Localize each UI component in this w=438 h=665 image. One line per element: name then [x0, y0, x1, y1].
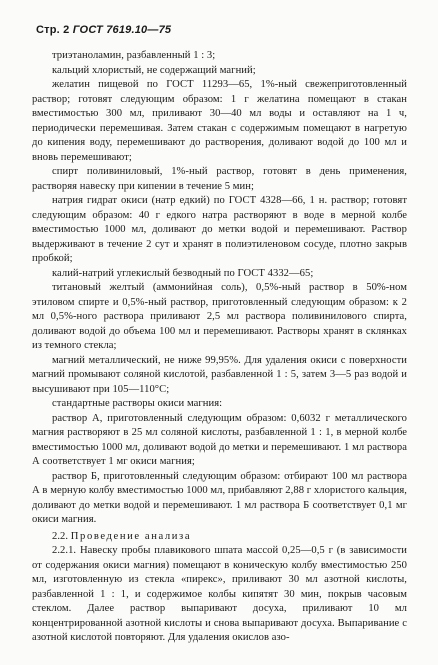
paragraph: магний металлический, не ниже 99,95%. Для удаления окиси с поверхности магний промывают соляной кислотой, разбавленной 1 : 5, затем 3—5 раз водой и высушивают при 105—110°С;	[32, 354, 407, 395]
paragraph: стандартные растворы окиси магния:	[52, 398, 223, 409]
page-header	[36, 24, 171, 36]
paragraph: желатин пищевой по ГОСТ 11293—65, 1%-ный свежеприготовленный раствор; готовят следующим образом: 1 г желатина помещают в стакан вместимостью 300 мл, приливают 30—40 мл воды и оставляют на 1 ч, периодически перемешивая. Затем стакан с содержимым помещают в нагретую до кипения воду, перемешивают до растворения, доливают водой до 100 мл и вновь перемешивают;	[32, 79, 407, 163]
page-number: Стр. 2	[36, 24, 70, 36]
paragraph: раствор А, приготовленный следующим образом: 0,6032 г металлического магния растворяют в 25 мл соляной кислоты, разбавленной 1 : 1, в мерной колбе вместимостью 1000 мл, доливают водой до метки и перемешивают. 1 мл раствора А соответствует 1 мг окиси магния;	[32, 412, 407, 467]
paragraph: раствор Б, приготовленный следующим образом: отбирают 100 мл раствора А в мерную колбу вместимостью 1000 мл, прибавляют 2,88 г хлористого кальция, доливают до метки водой и перемешивают. 1 мл раствора Б соответствует 0,1 мг окиси магния.	[32, 470, 407, 525]
section-title: Проведение анализа	[70, 530, 192, 542]
paragraph: 2.2.1. Навеску пробы плавикового шпата массой 0,25—0,5 г (в зависимости от содержания окиси магния) помещают в коническую колбу вместимостью 250 мл, изготовленную из стекла «пирекс», приливают 30 мл азотной кислоты, разбавленной 1 : 1, и содержимое колбы кипятят 30 мин, покрыв часовым стеклом. Далее раствор выпаривают досуха, приливают 10 мл концентрированной азотной кислоты и снова выпаривают досуха. Выпаривание с азотной кислотой повторяют. Для удаления окислов азо-	[32, 545, 407, 643]
gost-designation: ГОСТ 7619.10—75	[72, 24, 172, 36]
paragraph: кальций хлористый, не содержащий магний;	[52, 64, 256, 76]
paragraph: спирт поливиниловый, 1%-ный раствор, готовят в день применения, растворяя навеску при кипении в течение 5 мин;	[32, 166, 407, 192]
document-body	[32, 49, 407, 646]
section-number: 2.2.	[52, 530, 69, 542]
paragraph: натрия гидрат окиси (натр едкий) по ГОСТ 4328—66, 1 н. раствор; готовят следующим образом: 40 г едкого натра растворяют в воде в мерной колбе вместимостью 1000 мл, доливают до метки водой и перемешивают. Раствор выдерживают в течение 2 сут и хранят в полиэтиленовом сосуде, плотно закрыв пробкой;	[32, 195, 407, 264]
paragraph: титановый желтый (аммонийная соль), 0,5%-ный раствор в 50%-ном этиловом спирте и 0,5%-ный раствор, приготовленный следующим образом: к 2 мл 0,5%-ного раствора приливают 2,5 мл раствора поливинилового спирта, доливают водой до объема 100 мл и перемешивают. Растворы хранят в склянках из темного стекла;	[32, 282, 407, 351]
paragraph: калий-натрий углекислый безводный по ГОСТ 4332—65;	[52, 267, 314, 279]
paragraph: триэтаноламин, разбавленный 1 : 3;	[52, 50, 216, 61]
section-heading	[32, 530, 407, 545]
